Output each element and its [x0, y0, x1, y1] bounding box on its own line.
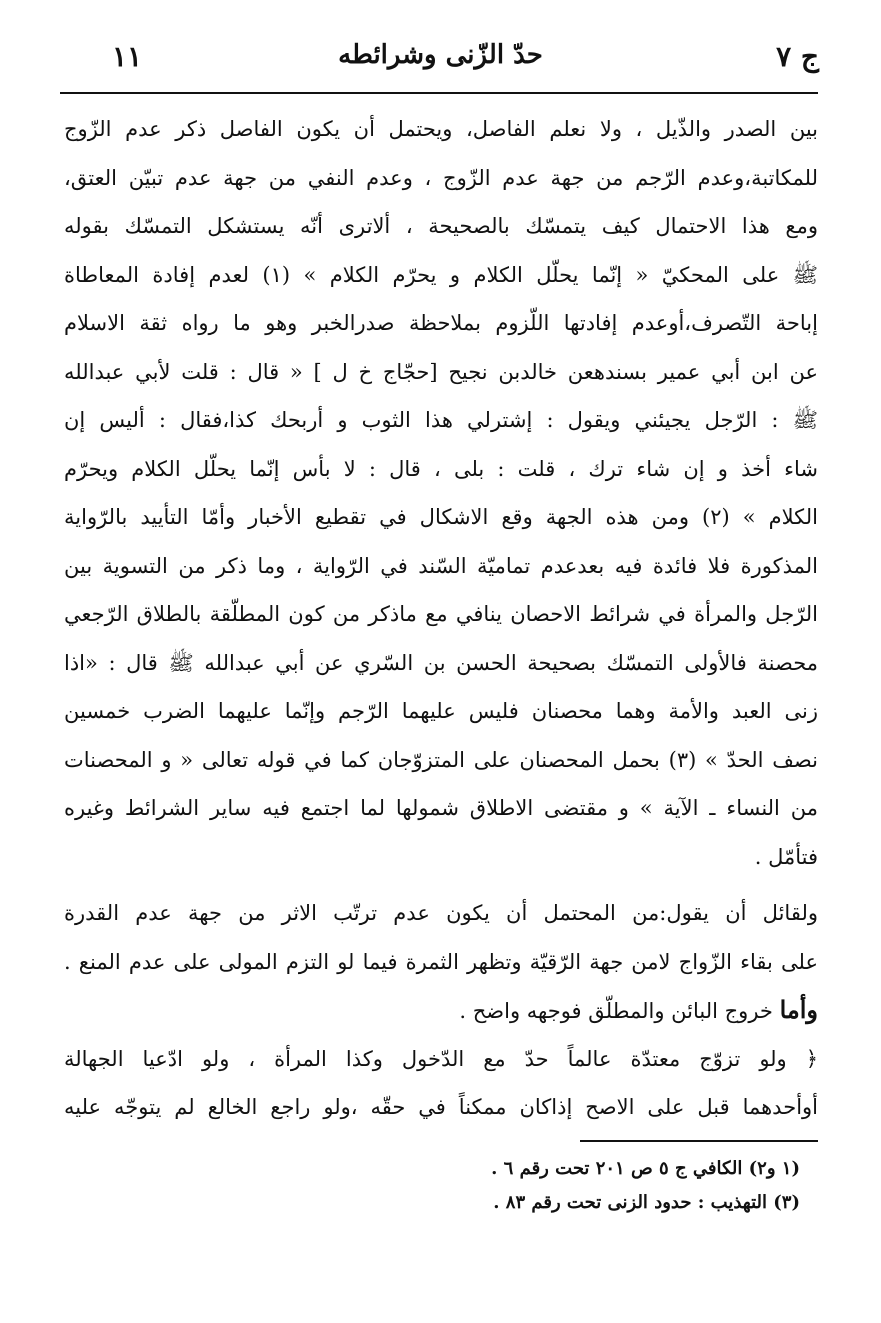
text-line: نصف الحدّ » (٣) بحمل المحصنان على المتزوّجان كما في قوله تعالى « و المحصنات [64, 747, 818, 772]
page-number: ١١ [112, 40, 143, 73]
text-line: شاء أخذ و إن شاء ترك ، قلت : بلى ، قال : لا بأس إنّما يحلّل الكلام ويحرّم [64, 456, 818, 481]
header-rule [60, 92, 818, 94]
text-line: الرّجل والمرأة في شرائط الاحصان ينافي مع ماذكر من كون المطلّقة بالطلاق الرّجعي [64, 602, 818, 626]
volume-label: ج ٧ [776, 40, 819, 73]
paragraph-line: ﴿ ولو تزوّج معتدّة عالماً حدّ مع الدّخول وكذا المرأة ، ولو ادّعيا الجهالة [64, 1046, 818, 1071]
footnote-rule [580, 1140, 818, 1142]
paragraph-line [64, 986, 818, 1035]
text-line: للمكاتبة،وعدم الرّجم من جهة عدم الزّوج ، وعدم النفي من جهة عدم تبيّن العتق، [64, 165, 818, 190]
footnotes [200, 1152, 800, 1220]
page-header [62, 40, 819, 86]
footnote: (٣) التهذيب : حدود الزنى تحت رقم ٨٣ . [493, 1192, 800, 1213]
bold-lead-word: وأما [779, 995, 818, 1024]
paragraph-line: ولقائل أن يقول:من المحتمل أن يكون عدم ترتّب الاثر من جهة عدم القدرة [64, 901, 818, 925]
text-line: الكلام » (٢) ومن هذه الجهة وقع الاشكال في تقطيع الأخبار وأمّا التأييد بالرّواية [64, 505, 818, 529]
text-line: إباحة التّصرف،أوعدم إفادتها اللّزوم بملاحظة صدرالخبر وهو ما رواه ثقة الاسلام [64, 311, 818, 335]
text-line: المذكورة فلا فائدة فيه بعدعدم تماميّة السّند في الرّواية ، وما ذكر من التسوية بين [64, 553, 818, 578]
paragraph-line: على بقاء الزّواج لامن جهة الرّقيّة وتظهر الثمرة فيما لو التزم المولى على عدم المنع . [64, 949, 818, 974]
running-title: حدّ الزّنى وشرائطه [338, 40, 543, 70]
paragraph-line: أوأحدهما قبل على الاصح إذاكان ممكناً في حقّه ،ولو راجع الخالع لم يتوجّه عليه [64, 1095, 818, 1119]
body-text [64, 105, 818, 1132]
text-line: محصنة فالأولى التمسّك بصحيحة الحسن بن السّري عن أبي عبدالله ﷺ قال : «اذا [64, 650, 818, 675]
text-line: بين الصدر والذّيل ، ولا نعلم الفاصل، ويحتمل أن يكون الفاصل ذكر عدم الزّوج [64, 117, 818, 141]
text-line: ومع هذا الاحتمال كيف يتمسّك بالصحيحة ، ألاترى أنّه يستشكل التمسّك بقوله [64, 214, 818, 238]
text-line: عن ابن أبي عمير بسندهعن خالدبن نجيح [حجّاج خ ل ] « قال : قلت لأبي عبدالله [64, 359, 818, 384]
text-line: ﷺ على المحكيّ « إنّما يحلّل الكلام و يحرّم الكلام » (١) لعدم إفادة المعاطاة [64, 262, 818, 287]
text-line: فتأمّل . [754, 844, 818, 869]
paragraph-rest: خروج البائن والمطلّق فوجهه واضح . [459, 999, 780, 1023]
text-line: زنى العبد والأمة وهما محصنان فليس عليهما الرّجم وإنّما عليهما الضرب خمسين [64, 699, 818, 723]
text-line: من النساء ـ الآية » و مقتضى الاطلاق شمولها لما اجتمع فيه ساير الشرائط وغيره [64, 796, 818, 820]
footnote: (١ و٢) الكافي ج ٥ ص ٢٠١ تحت رقم ٦ . [491, 1158, 800, 1179]
text-line: ﷺ : الرّجل يجيئني ويقول : إشترلي هذا الثوب و أربحك كذا،فقال : أليس إن [64, 408, 818, 432]
